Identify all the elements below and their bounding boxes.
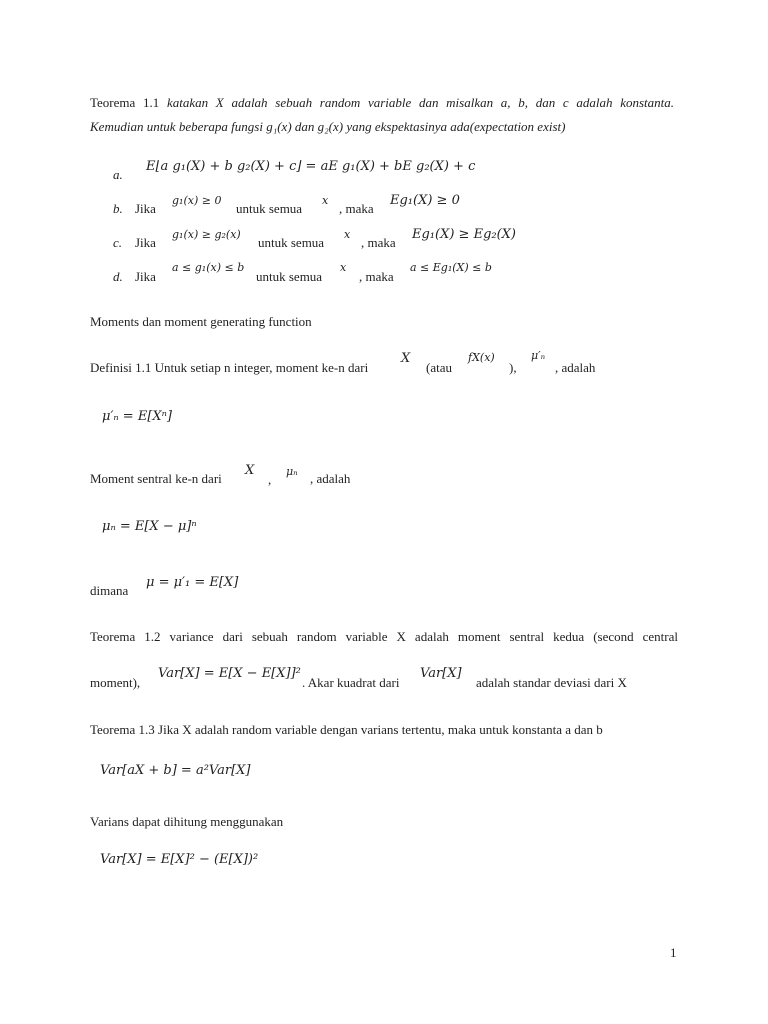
item-c-untuk-semua: untuk semua <box>258 235 325 250</box>
page-number: 1 <box>670 945 677 960</box>
central-moment-formula: μₙ = E[X − μ]ⁿ <box>102 519 197 534</box>
definition-1-1-text: Definisi 1.1 Untuk setiap n integer, moment ke-n dari <box>90 360 369 375</box>
section-heading: Moments dan moment generating function <box>90 314 312 329</box>
item-b-untuk-semua: untuk semua <box>236 201 303 216</box>
central-moment-symbol: μₙ <box>286 465 298 478</box>
theorem-1-3-formula: Var[aX + b] = a²Var[X] <box>100 763 251 778</box>
definition-density: fX(x) <box>468 351 495 364</box>
item-c-jika: Jika <box>135 235 156 250</box>
dimana-formula: μ = μ′₁ = E[X] <box>146 575 239 590</box>
definition-formula: μ′ₙ = E[Xⁿ] <box>102 409 172 424</box>
item-b-maka: , maka <box>339 201 374 216</box>
item-c-condition: g₁(x) ≥ g₂(x) <box>172 228 241 241</box>
item-d-jika: Jika <box>135 269 156 284</box>
variance-calc-formula: Var[X] = E[X]² − (E[X])² <box>100 852 259 867</box>
item-b-variable: x <box>322 194 329 207</box>
definition-raw-moment-symbol: μ′ₙ <box>531 349 546 362</box>
theorem-1-2-akar-text: . Akar kuadrat dari <box>302 675 400 690</box>
theorem-1-3-text: Teorema 1.3 Jika X adalah random variable dengan varians tertentu, maka untuk konstanta a dan b <box>90 722 603 737</box>
item-a-formula: E⌊a g₁(X) + b g₂(X) + c⌋ = aE g₁(X) + bE g₂(X) + c <box>146 159 476 174</box>
item-c-variable: x <box>344 228 351 241</box>
variance-definition-formula: Var[X] = E[X − E[X]]² <box>158 666 301 681</box>
item-d-untuk-semua: untuk semua <box>256 269 323 284</box>
definition-adalah: , adalah <box>555 360 596 375</box>
theorem-1-2-moment-text: moment), <box>90 675 141 690</box>
item-b-marker: b. <box>113 201 123 216</box>
variance-calc-text: Varians dapat dihitung menggunakan <box>90 814 284 829</box>
item-d-marker: d. <box>113 269 123 284</box>
item-d-condition: a ≤ g₁(x) ≤ b <box>172 261 245 274</box>
item-d-result: a ≤ Eg₁(X) ≤ b <box>410 261 492 274</box>
theorem-1-1-line-1 <box>90 96 674 109</box>
item-d-maka: , maka <box>359 269 394 284</box>
definition-atau-open: (atau <box>426 360 452 375</box>
theorem-1-2-line-1: Teorema 1.2 variance dari sebuah random variable X adalah moment sentral kedua (second central <box>90 629 678 644</box>
theorem-1-1-line-2: Kemudian untuk beberapa fungsi g₁(x) dan g₂(x) yang ekspektasinya ada(expectation exist) <box>90 119 566 134</box>
item-c-maka: , maka <box>361 235 396 250</box>
central-moment-comma: , <box>268 472 272 487</box>
central-moment-adalah: , adalah <box>310 471 351 486</box>
item-b-condition: g₁(x) ≥ 0 <box>172 194 222 207</box>
dimana-label: dimana <box>90 583 129 598</box>
item-a-marker: a. <box>113 167 123 182</box>
theorem-1-2-end-text: adalah standar deviasi dari X <box>476 675 627 690</box>
definition-variable-x: X <box>401 351 411 366</box>
variance-symbol: Var[X] <box>420 666 462 681</box>
item-d-variable: x <box>340 261 347 274</box>
item-b-jika: Jika <box>135 201 156 216</box>
item-b-result: Eg₁(X) ≥ 0 <box>390 193 460 208</box>
theorem-1-1-statement: katakan X adalah sebuah random variable dan misalkan a, b, dan c adalah konstanta. <box>166 95 674 110</box>
item-c-result: Eg₁(X) ≥ Eg₂(X) <box>412 227 516 242</box>
definition-atau-close: ), <box>509 360 517 375</box>
theorem-1-1-heading: Teorema 1.1 <box>90 95 160 110</box>
central-moment-text: Moment sentral ke-n dari <box>90 471 222 486</box>
central-moment-variable-x: X <box>245 463 255 478</box>
item-c-marker: c. <box>113 235 123 250</box>
